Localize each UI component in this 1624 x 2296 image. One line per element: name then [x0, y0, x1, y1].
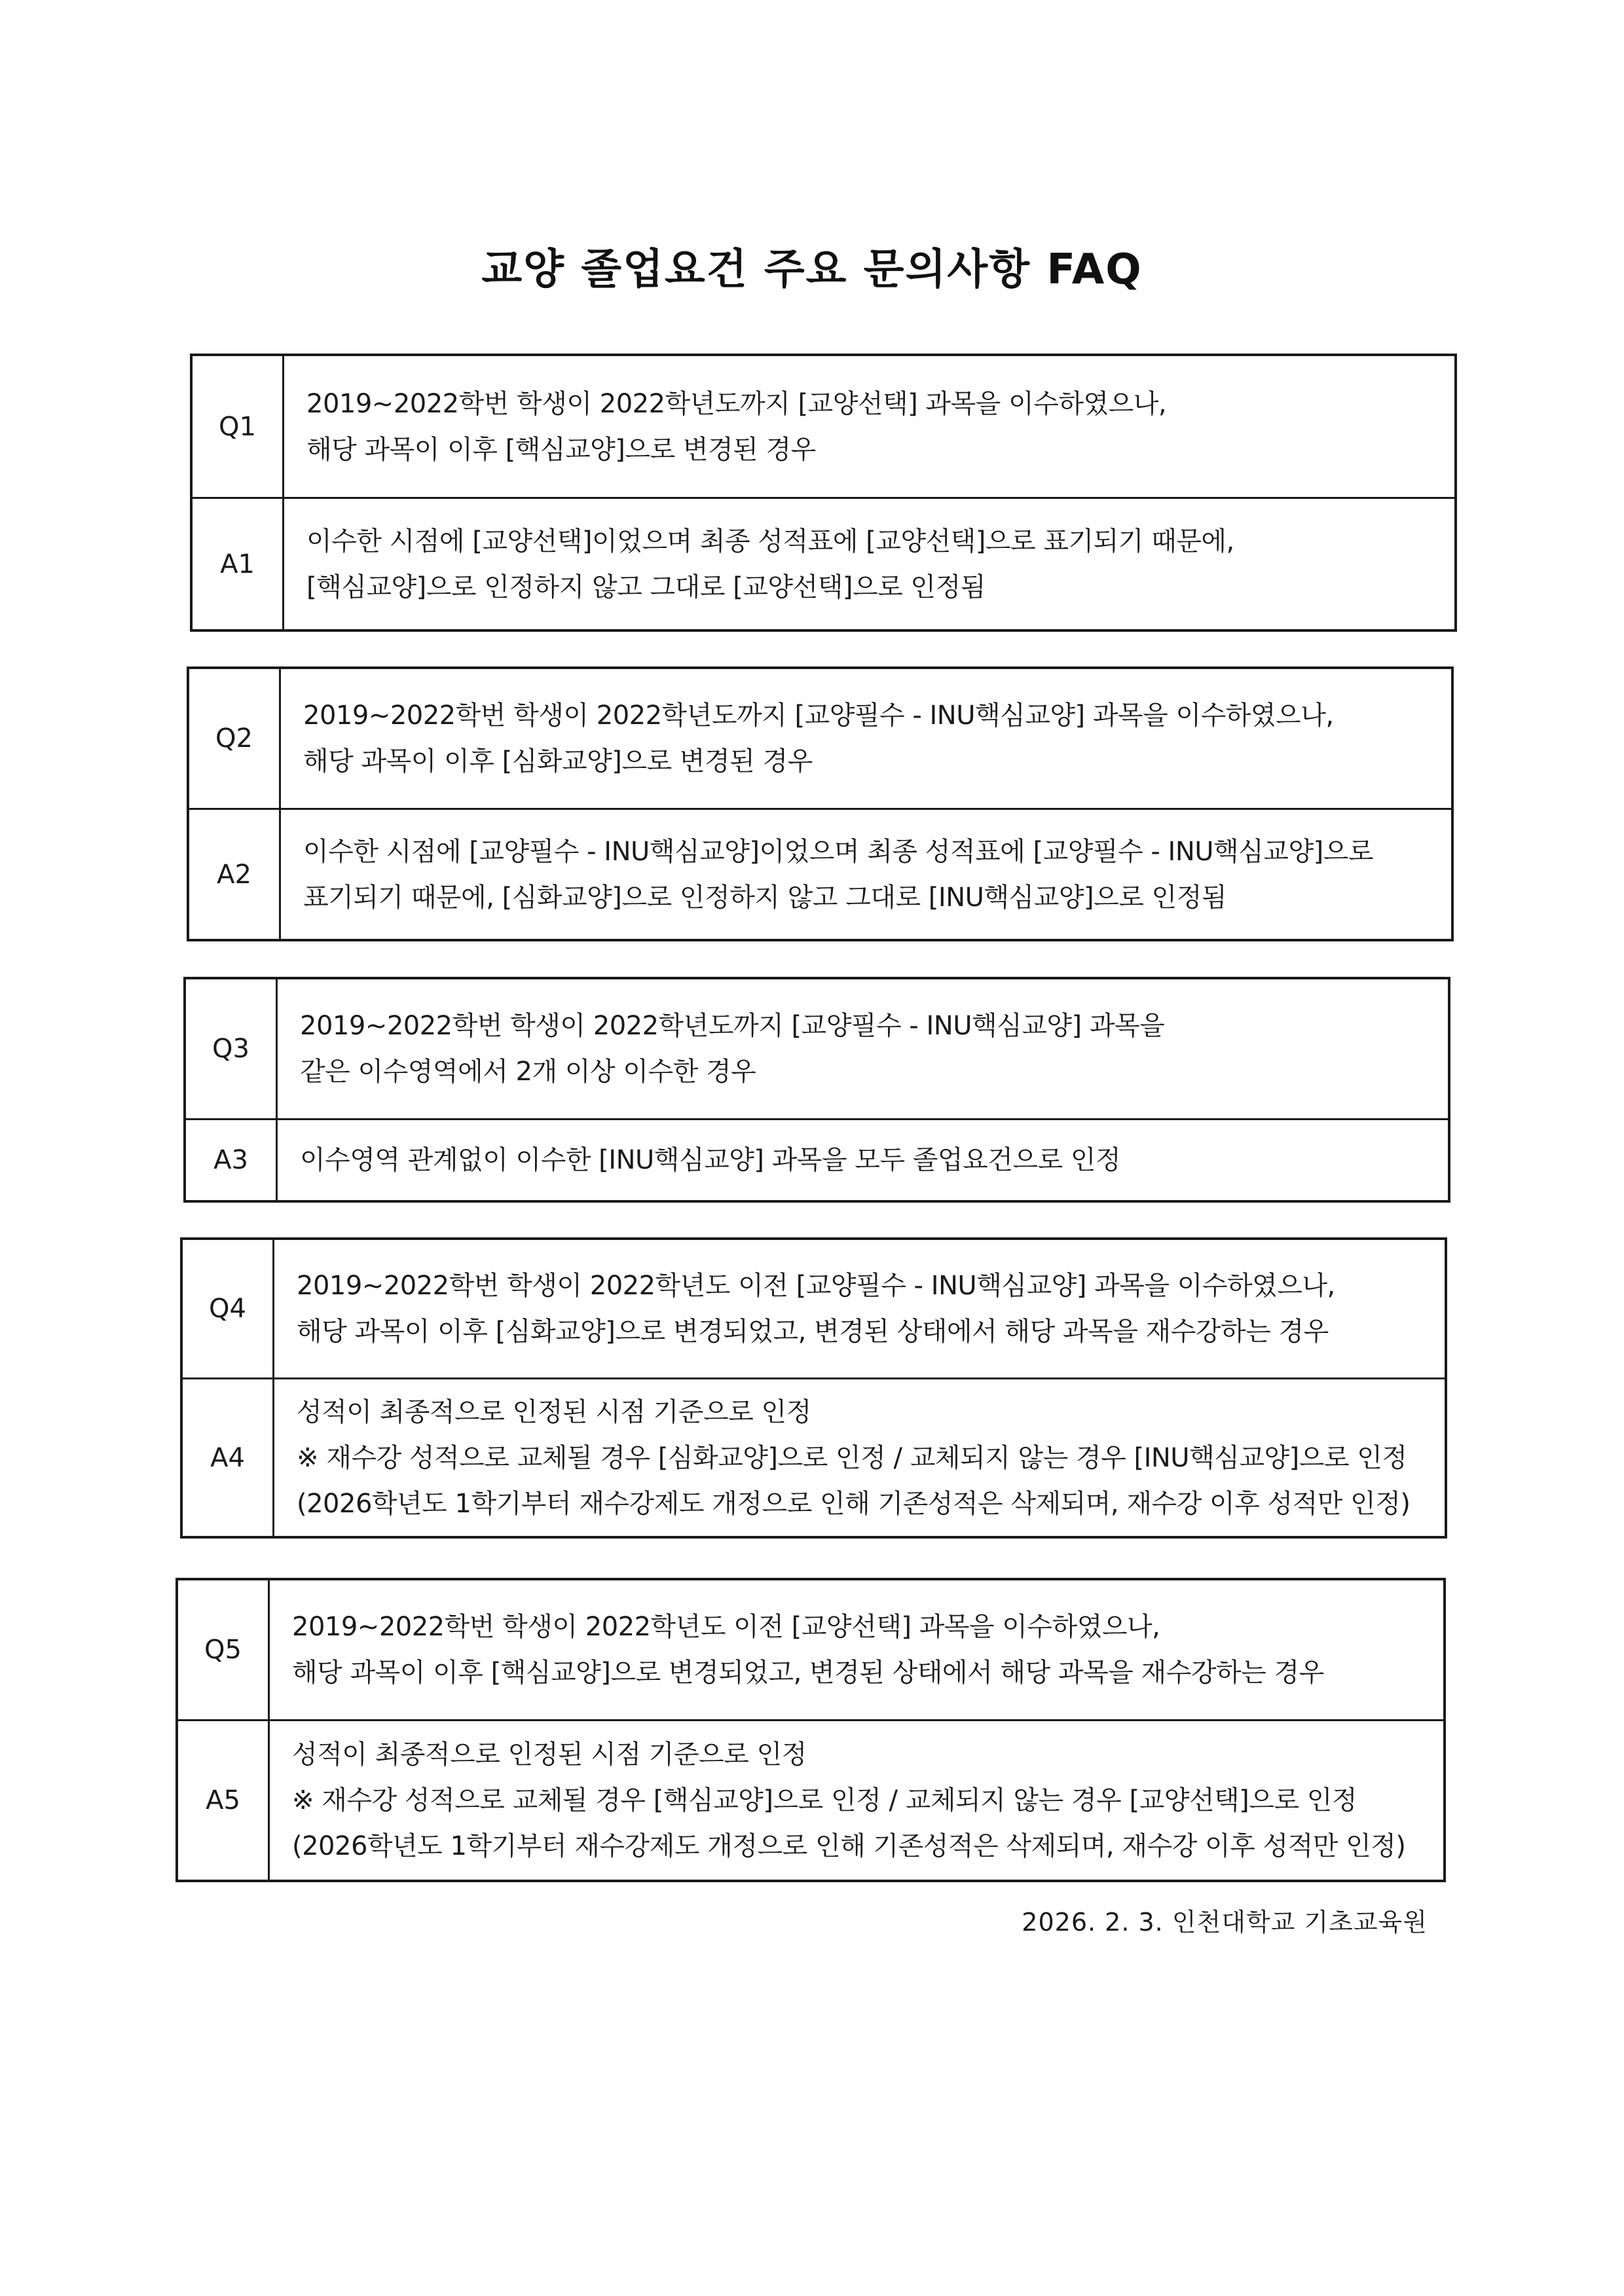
faq-block-5 — [175, 1578, 1446, 1882]
question-label: Q4 — [183, 1240, 274, 1377]
question-text — [278, 979, 1448, 1118]
answer-text — [270, 1721, 1443, 1880]
question-line: 2019~2022학번 학생이 2022학년도 이전 [교양필수 - INU핵심교양] 과목을 이수하였으나, — [297, 1271, 1335, 1301]
answer-line: 이수한 시점에 [교양필수 - INU핵심교양]이었으며 최종 성적표에 [교양필수 - INU핵심교양]으로 — [303, 836, 1373, 867]
answer-line: (2026학년도 1학기부터 재수강제도 개정으로 인해 기존성적은 삭제되며, 재수강 이후 성적만 인정) — [292, 1831, 1406, 1861]
answer-text — [278, 1120, 1448, 1200]
question-text — [274, 1240, 1445, 1377]
question-line: 2019~2022학번 학생이 2022학년도까지 [교양필수 - INU핵심교양] 과목을 이수하였으나, — [303, 701, 1334, 731]
question-line: 같은 이수영역에서 2개 이상 이수한 경우 — [300, 1057, 756, 1087]
question-label: Q1 — [193, 356, 284, 497]
answer-line: ※ 재수강 성적으로 교체될 경우 [핵심교양]으로 인정 / 교체되지 않는 경우 [교양선택]으로 인정 — [292, 1785, 1357, 1815]
answer-row — [186, 1118, 1448, 1200]
answer-line: 이수한 시점에 [교양선택]이었으며 최종 성적표에 [교양선택]으로 표기되기 때문에, — [306, 526, 1234, 556]
footer-date-issuer: 2026. 2. 3. 인천대학교 기초교육원 — [1022, 1908, 1428, 1937]
answer-line: 표기되기 때문에, [심화교양]으로 인정하지 않고 그대로 [INU핵심교양]으로 인정됨 — [303, 882, 1227, 913]
question-row — [189, 669, 1451, 808]
question-row — [186, 979, 1448, 1118]
answer-line: ※ 재수강 성적으로 교체될 경우 [심화교양]으로 인정 / 교체되지 않는 경우 [INU핵심교양]으로 인정 — [297, 1442, 1407, 1473]
faq-block-1 — [190, 354, 1457, 632]
question-line: 2019~2022학번 학생이 2022학년도까지 [교양선택] 과목을 이수하였으나, — [306, 388, 1167, 419]
question-label: Q5 — [178, 1580, 270, 1719]
faq-block-2 — [187, 666, 1454, 941]
answer-text — [284, 499, 1454, 629]
question-row — [193, 356, 1454, 497]
answer-text — [274, 1379, 1445, 1536]
answer-label: A5 — [178, 1721, 270, 1880]
answer-label: A2 — [189, 810, 281, 939]
answer-label: A3 — [186, 1120, 278, 1200]
answer-row — [193, 497, 1454, 629]
question-text — [284, 356, 1454, 497]
answer-line: 이수영역 관계없이 이수한 [INU핵심교양] 과목을 모두 졸업요건으로 인정 — [300, 1145, 1121, 1175]
answer-label: A1 — [193, 499, 284, 629]
question-line: 해당 과목이 이후 [핵심교양]으로 변경된 경우 — [306, 434, 816, 465]
question-label: Q2 — [189, 669, 281, 808]
answer-text — [281, 810, 1451, 939]
question-line: 2019~2022학번 학생이 2022학년도까지 [교양필수 - INU핵심교양] 과목을 — [300, 1011, 1165, 1041]
faq-block-3 — [183, 977, 1450, 1203]
answer-line: (2026학년도 1학기부터 재수강제도 개정으로 인해 기존성적은 삭제되며, 재수강 이후 성적만 인정) — [297, 1488, 1411, 1519]
question-row — [178, 1580, 1443, 1719]
answer-label: A4 — [183, 1379, 274, 1536]
answer-row — [178, 1719, 1443, 1880]
question-row — [183, 1240, 1445, 1377]
question-line: 2019~2022학번 학생이 2022학년도 이전 [교양선택] 과목을 이수하였으나, — [292, 1612, 1160, 1642]
faq-block-4 — [180, 1237, 1447, 1539]
question-line: 해당 과목이 이후 [핵심교양]으로 변경되었고, 변경된 상태에서 해당 과목을 재수강하는 경우 — [292, 1658, 1324, 1688]
answer-line: [핵심교양]으로 인정하지 않고 그대로 [교양선택]으로 인정됨 — [306, 572, 986, 602]
answer-row — [189, 808, 1451, 939]
question-line: 해당 과목이 이후 [심화교양]으로 변경되었고, 변경된 상태에서 해당 과목을 재수강하는 경우 — [297, 1317, 1329, 1347]
answer-line: 성적이 최종적으로 인정된 시점 기준으로 인정 — [297, 1396, 811, 1427]
question-text — [281, 669, 1451, 808]
answer-row — [183, 1377, 1445, 1536]
answer-line: 성적이 최종적으로 인정된 시점 기준으로 인정 — [292, 1740, 807, 1770]
page-title: 교양 졸업요건 주요 문의사항 FAQ — [481, 246, 1143, 294]
question-text — [270, 1580, 1443, 1719]
question-label: Q3 — [186, 979, 278, 1118]
question-line: 해당 과목이 이후 [심화교양]으로 변경된 경우 — [303, 746, 813, 776]
